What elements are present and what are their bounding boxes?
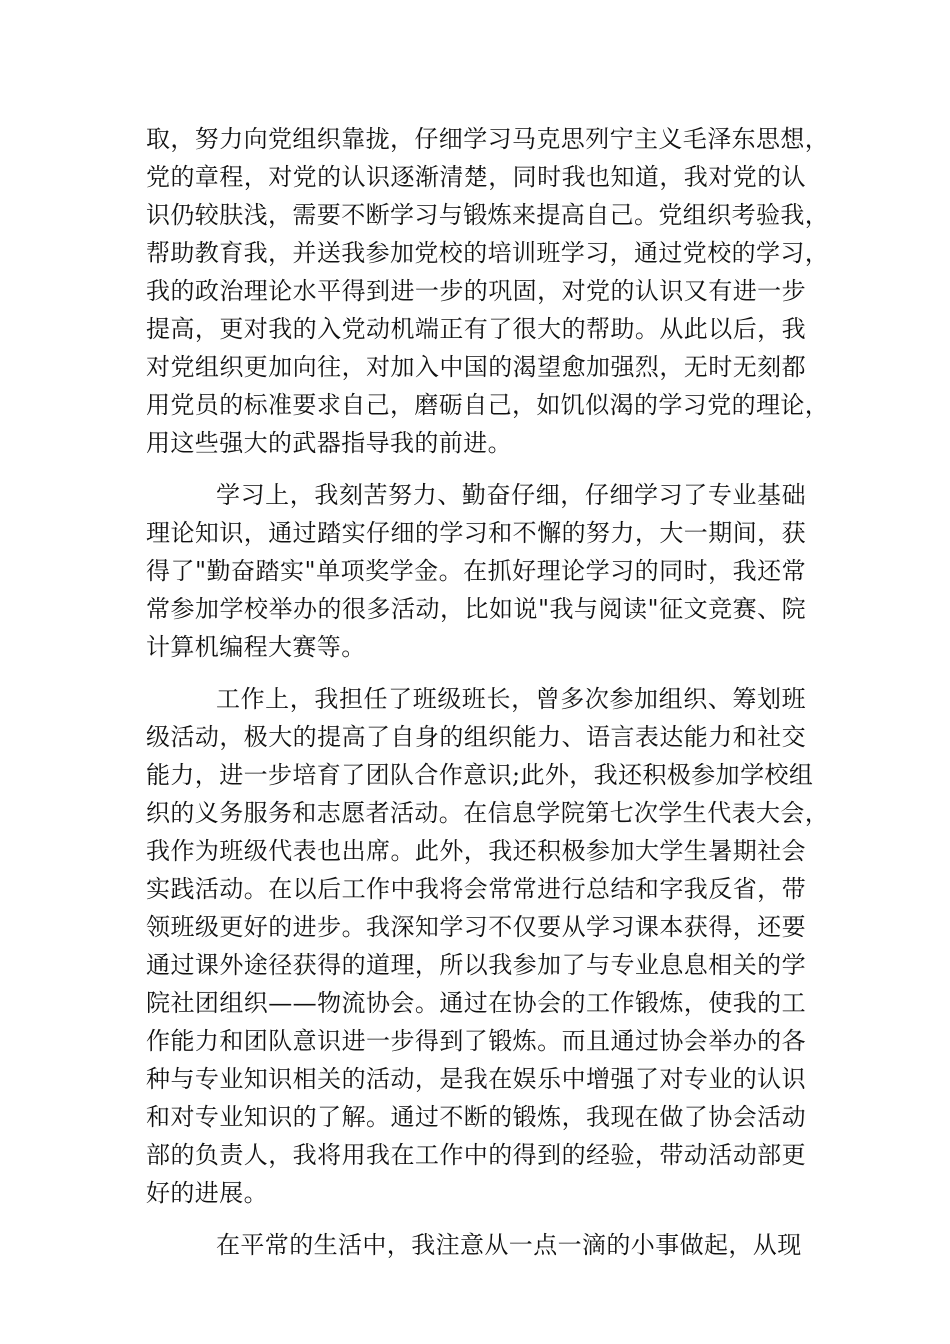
paragraph [146, 476, 806, 666]
paragraph-gap [146, 666, 806, 680]
text-line: 识仍较肤浅，需要不断学习与锻炼来提高自己。党组织考验我， [146, 201, 830, 229]
text-line: 种与专业知识相关的活动，是我在娱乐中增强了对专业的认识 [146, 1065, 806, 1093]
text-line: 部的负责人，我将用我在工作中的得到的经验，带动活动部更 [146, 1141, 806, 1169]
text-line: 领班级更好的进步。我深知学习不仅要从学习课本获得，还要 [146, 913, 806, 941]
text-line: 实践活动。在以后工作中我将会常常进行总结和字我反省，带 [146, 875, 806, 903]
text-line: 用党员的标准要求自己，磨砺自己，如饥似渴的学习党的理论， [146, 391, 830, 419]
text-line: 在平常的生活中，我注意从一点一滴的小事做起，从现 [216, 1231, 802, 1259]
text-line: 取，努力向党组织靠拢，仔细学习马克思列宁主义毛泽东思想， [146, 125, 830, 153]
text-line: 用这些强大的武器指导我的前进。 [146, 429, 512, 457]
text-line: 对党组织更加向往，对加入中国的渴望愈加强烈，无时无刻都 [146, 353, 806, 381]
text-line: 能力，进一步培育了团队合作意识;此外，我还积极参加学校组 [146, 761, 814, 789]
text-line: 作能力和团队意识进一步得到了锻炼。而且通过协会举办的各 [146, 1027, 806, 1055]
text-line: 好的进展。 [146, 1179, 268, 1207]
text-line: 计算机编程大赛等。 [146, 633, 366, 661]
paragraph [146, 680, 830, 1212]
text-line: 和对专业知识的了解。通过不断的锻炼，我现在做了协会活动 [146, 1103, 806, 1131]
text-line: 得了"勤奋踏实"单项奖学金。在抓好理论学习的同时，我还常 [146, 557, 806, 585]
text-line: 院社团组织——物流协会。通过在协会的工作锻炼，使我的工 [146, 989, 806, 1017]
text-line: 级活动，极大的提高了自身的组织能力、语言表达能力和社交 [146, 723, 806, 751]
text-line: 党的章程，对党的认识逐渐清楚，同时我也知道，我对党的认 [146, 163, 806, 191]
paragraph [146, 1226, 806, 1264]
text-line: 理论知识，通过踏实仔细的学习和不懈的努力，大一期间，获 [146, 519, 806, 547]
text-line: 通过课外途径获得的道理，所以我参加了与专业息息相关的学 [146, 951, 806, 979]
paragraph-gap [146, 462, 806, 476]
paragraph [146, 120, 830, 462]
text-line: 我作为班级代表也出席。此外，我还积极参加大学生暑期社会 [146, 837, 806, 865]
paragraph-gap [146, 1212, 806, 1226]
text-line: 帮助教育我，并送我参加党校的培训班学习，通过党校的学习， [146, 239, 830, 267]
document-body [146, 120, 830, 1264]
text-line: 常参加学校举办的很多活动，比如说"我与阅读"征文竞赛、院 [146, 595, 806, 623]
text-line: 织的义务服务和志愿者活动。在信息学院第七次学生代表大会， [146, 799, 830, 827]
text-line: 提高，更对我的入党动机端正有了很大的帮助。从此以后，我 [146, 315, 806, 343]
text-line: 我的政治理论水平得到进一步的巩固，对党的认识又有进一步 [146, 277, 806, 305]
text-line: 学习上，我刻苦努力、勤奋仔细，仔细学习了专业基础 [216, 481, 806, 509]
text-line: 工作上，我担任了班级班长，曾多次参加组织、筹划班 [216, 685, 806, 713]
